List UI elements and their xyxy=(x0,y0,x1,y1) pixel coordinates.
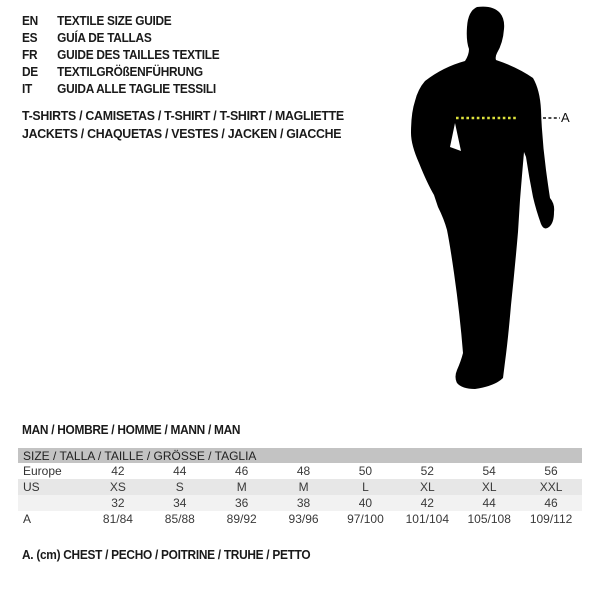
measure-label-a: A xyxy=(561,110,570,125)
table-row-europe xyxy=(18,463,582,479)
size-cell: 34 xyxy=(173,496,187,510)
language-row xyxy=(22,81,219,98)
table-row-chest-a xyxy=(18,511,582,527)
language-code: IT xyxy=(22,82,32,96)
size-cell: M xyxy=(298,480,309,494)
size-table-header: SIZE / TALLA / TAILLE / GRÖSSE / TAGLIA xyxy=(18,448,582,463)
size-cell: 42 xyxy=(111,464,125,478)
size-cell: 101/104 xyxy=(405,512,449,526)
size-cell: 54 xyxy=(482,464,496,478)
table-row-numeric xyxy=(18,495,582,511)
language-code: FR xyxy=(22,48,38,62)
chest-footnote: A. (cm) CHEST / PECHO / POITRINE / TRUHE / PETTO xyxy=(22,548,311,562)
size-cell: XS xyxy=(109,480,126,494)
language-row xyxy=(22,30,219,47)
size-cell: 50 xyxy=(358,464,373,478)
size-cell: 38 xyxy=(296,496,311,510)
language-label: GUIDE DES TAILLES TEXTILE xyxy=(57,48,220,62)
language-row xyxy=(22,64,219,81)
size-cell: 48 xyxy=(296,464,311,478)
language-code: ES xyxy=(22,31,38,45)
language-label: TEXTILE SIZE GUIDE xyxy=(57,14,172,28)
size-cell: 44 xyxy=(482,496,496,510)
size-table xyxy=(18,448,582,527)
language-label: TEXTILGRÖßENFÜHRUNG xyxy=(57,65,203,79)
language-row xyxy=(22,13,219,30)
category-jackets: JACKETS / CHAQUETAS / VESTES / JACKEN / GIACCHE xyxy=(22,126,342,141)
size-cell: 46 xyxy=(235,464,249,478)
size-cell: 40 xyxy=(358,496,373,510)
size-cell: 85/88 xyxy=(164,512,195,526)
row-label: US xyxy=(23,480,40,494)
row-label: A xyxy=(23,512,32,526)
size-cell: M xyxy=(236,480,247,494)
size-cell: 46 xyxy=(544,496,558,510)
language-code: DE xyxy=(22,65,38,79)
language-legend xyxy=(22,13,230,98)
size-cell: 56 xyxy=(544,464,558,478)
language-code: EN xyxy=(22,14,38,28)
man-body-shape xyxy=(411,7,554,389)
category-tshirts: T-SHIRTS / CAMISETAS / T-SHIRT / T-SHIRT / MAGLIETTE xyxy=(22,108,344,123)
size-cell: 93/96 xyxy=(288,512,319,526)
size-cell: L xyxy=(362,480,369,494)
language-row xyxy=(22,47,219,64)
size-cell: 81/84 xyxy=(102,512,133,526)
size-cell: 109/112 xyxy=(529,512,573,526)
size-cell: 105/108 xyxy=(467,512,511,526)
table-row-us xyxy=(18,479,582,495)
size-cell: XL xyxy=(481,480,497,494)
language-label: GUÍA DE TALLAS xyxy=(57,31,152,45)
language-label: GUIDA ALLE TAGLIE TESSILI xyxy=(57,82,216,96)
size-cell: 44 xyxy=(173,464,187,478)
size-cell: 89/92 xyxy=(226,512,257,526)
size-cell: 32 xyxy=(111,496,125,510)
size-cell: S xyxy=(175,480,184,494)
category-lines xyxy=(22,107,344,143)
size-cell: XL xyxy=(419,480,435,494)
section-title-man: MAN / HOMBRE / HOMME / MANN / MAN xyxy=(22,423,241,437)
size-cell: 97/100 xyxy=(347,512,384,526)
man-silhouette xyxy=(405,5,590,397)
size-cell: 36 xyxy=(235,496,249,510)
size-cell: XXL xyxy=(539,480,563,494)
size-cell: 52 xyxy=(420,464,434,478)
size-cell: 42 xyxy=(420,496,434,510)
row-label: Europe xyxy=(23,464,62,478)
